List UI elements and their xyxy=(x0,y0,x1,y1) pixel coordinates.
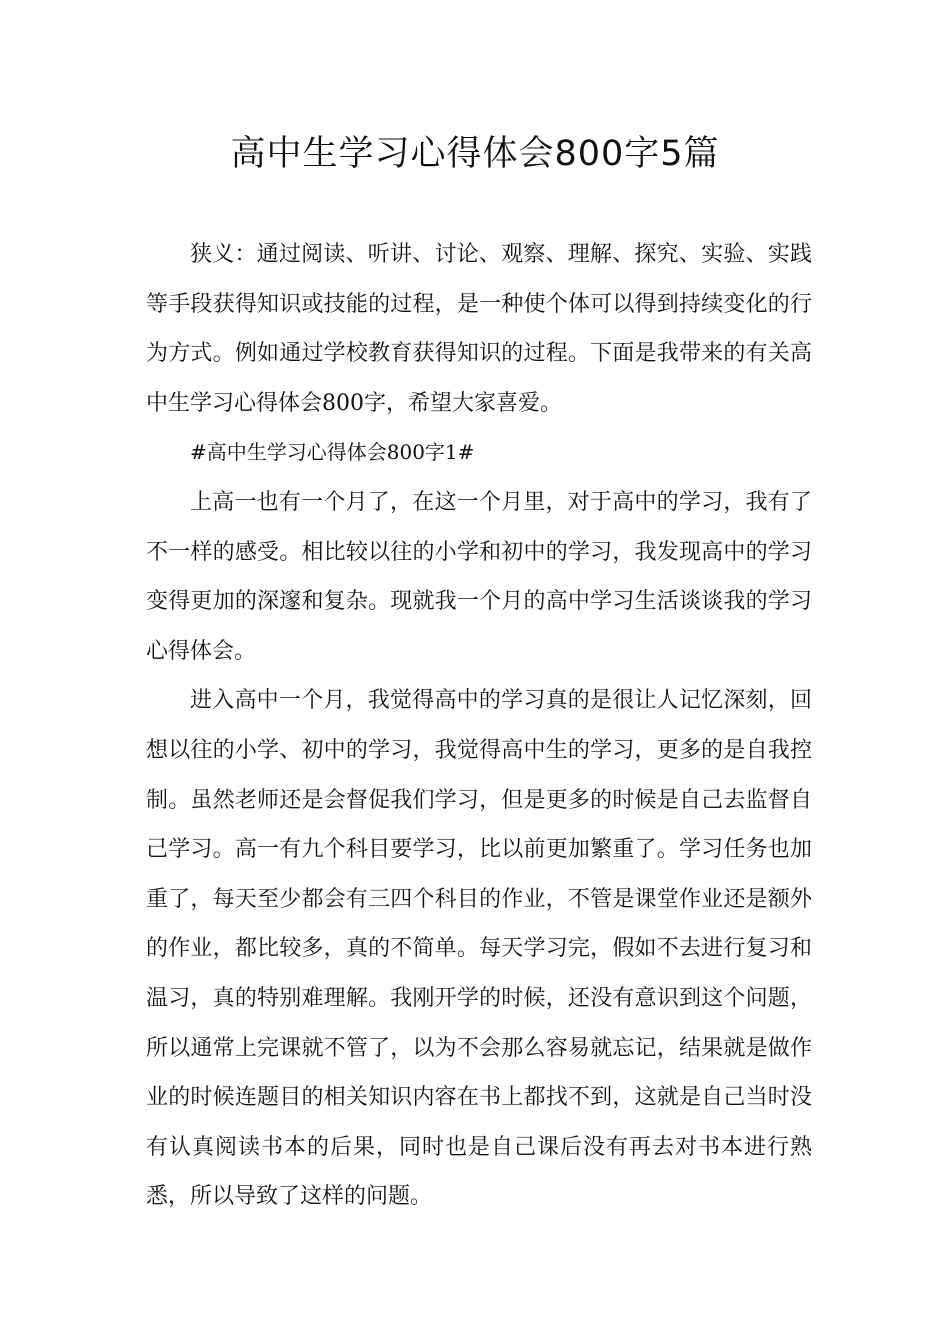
document-title: 高中生学习心得体会800字5篇 xyxy=(230,134,720,174)
section-heading-1: #高中生学习心得体会800字1# xyxy=(190,440,475,465)
paragraph-intro: 狭义：通过阅读、听讲、讨论、观察、理解、探究、实验、实践等手段获得知识或技能的过程，是一种使个体可以得到持续变化的行为方式。例如通过学校教育获得知识的过程。下面是我带来的有关高中生学习心得体会800字，希望大家喜爱。 xyxy=(146,242,812,416)
paragraph-2: 进入高中一个月，我觉得高中的学习真的是很让人记忆深刻，回想以往的小学、初中的学习，我觉得高中生的学习，更多的是自我控制。虽然老师还是会督促我们学习，但是更多的时候是自己去监督自己学习。高一有九个科目要学习，比以前更加繁重了。学习任务也加重了，每天至少都会有三四个科目的作业，不管是课堂作业还是额外的作业，都比较多，真的不简单。每天学习完，假如不去进行复习和温习，真的特别难理解。我刚开学的时候，还没有意识到这个问题，所以通常上完课就不管了，以为不会那么容易就忘记，结果就是做作业的时候连题目的相关知识内容在书上都找不到，这就是自己当时没有认真阅读书本的后果，同时也是自己课后没有再去对书本进行熟悉，所以导致了这样的问题。 xyxy=(146,688,812,1210)
document-body xyxy=(146,230,812,1222)
paragraph-1: 上高一也有一个月了，在这一个月里，对于高中的学习，我有了不一样的感受。相比较以往的小学和初中的学习，我发现高中的学习变得更加的深邃和复杂。现就我一个月的高中学习生活谈谈我的学习心得体会。 xyxy=(146,489,812,664)
